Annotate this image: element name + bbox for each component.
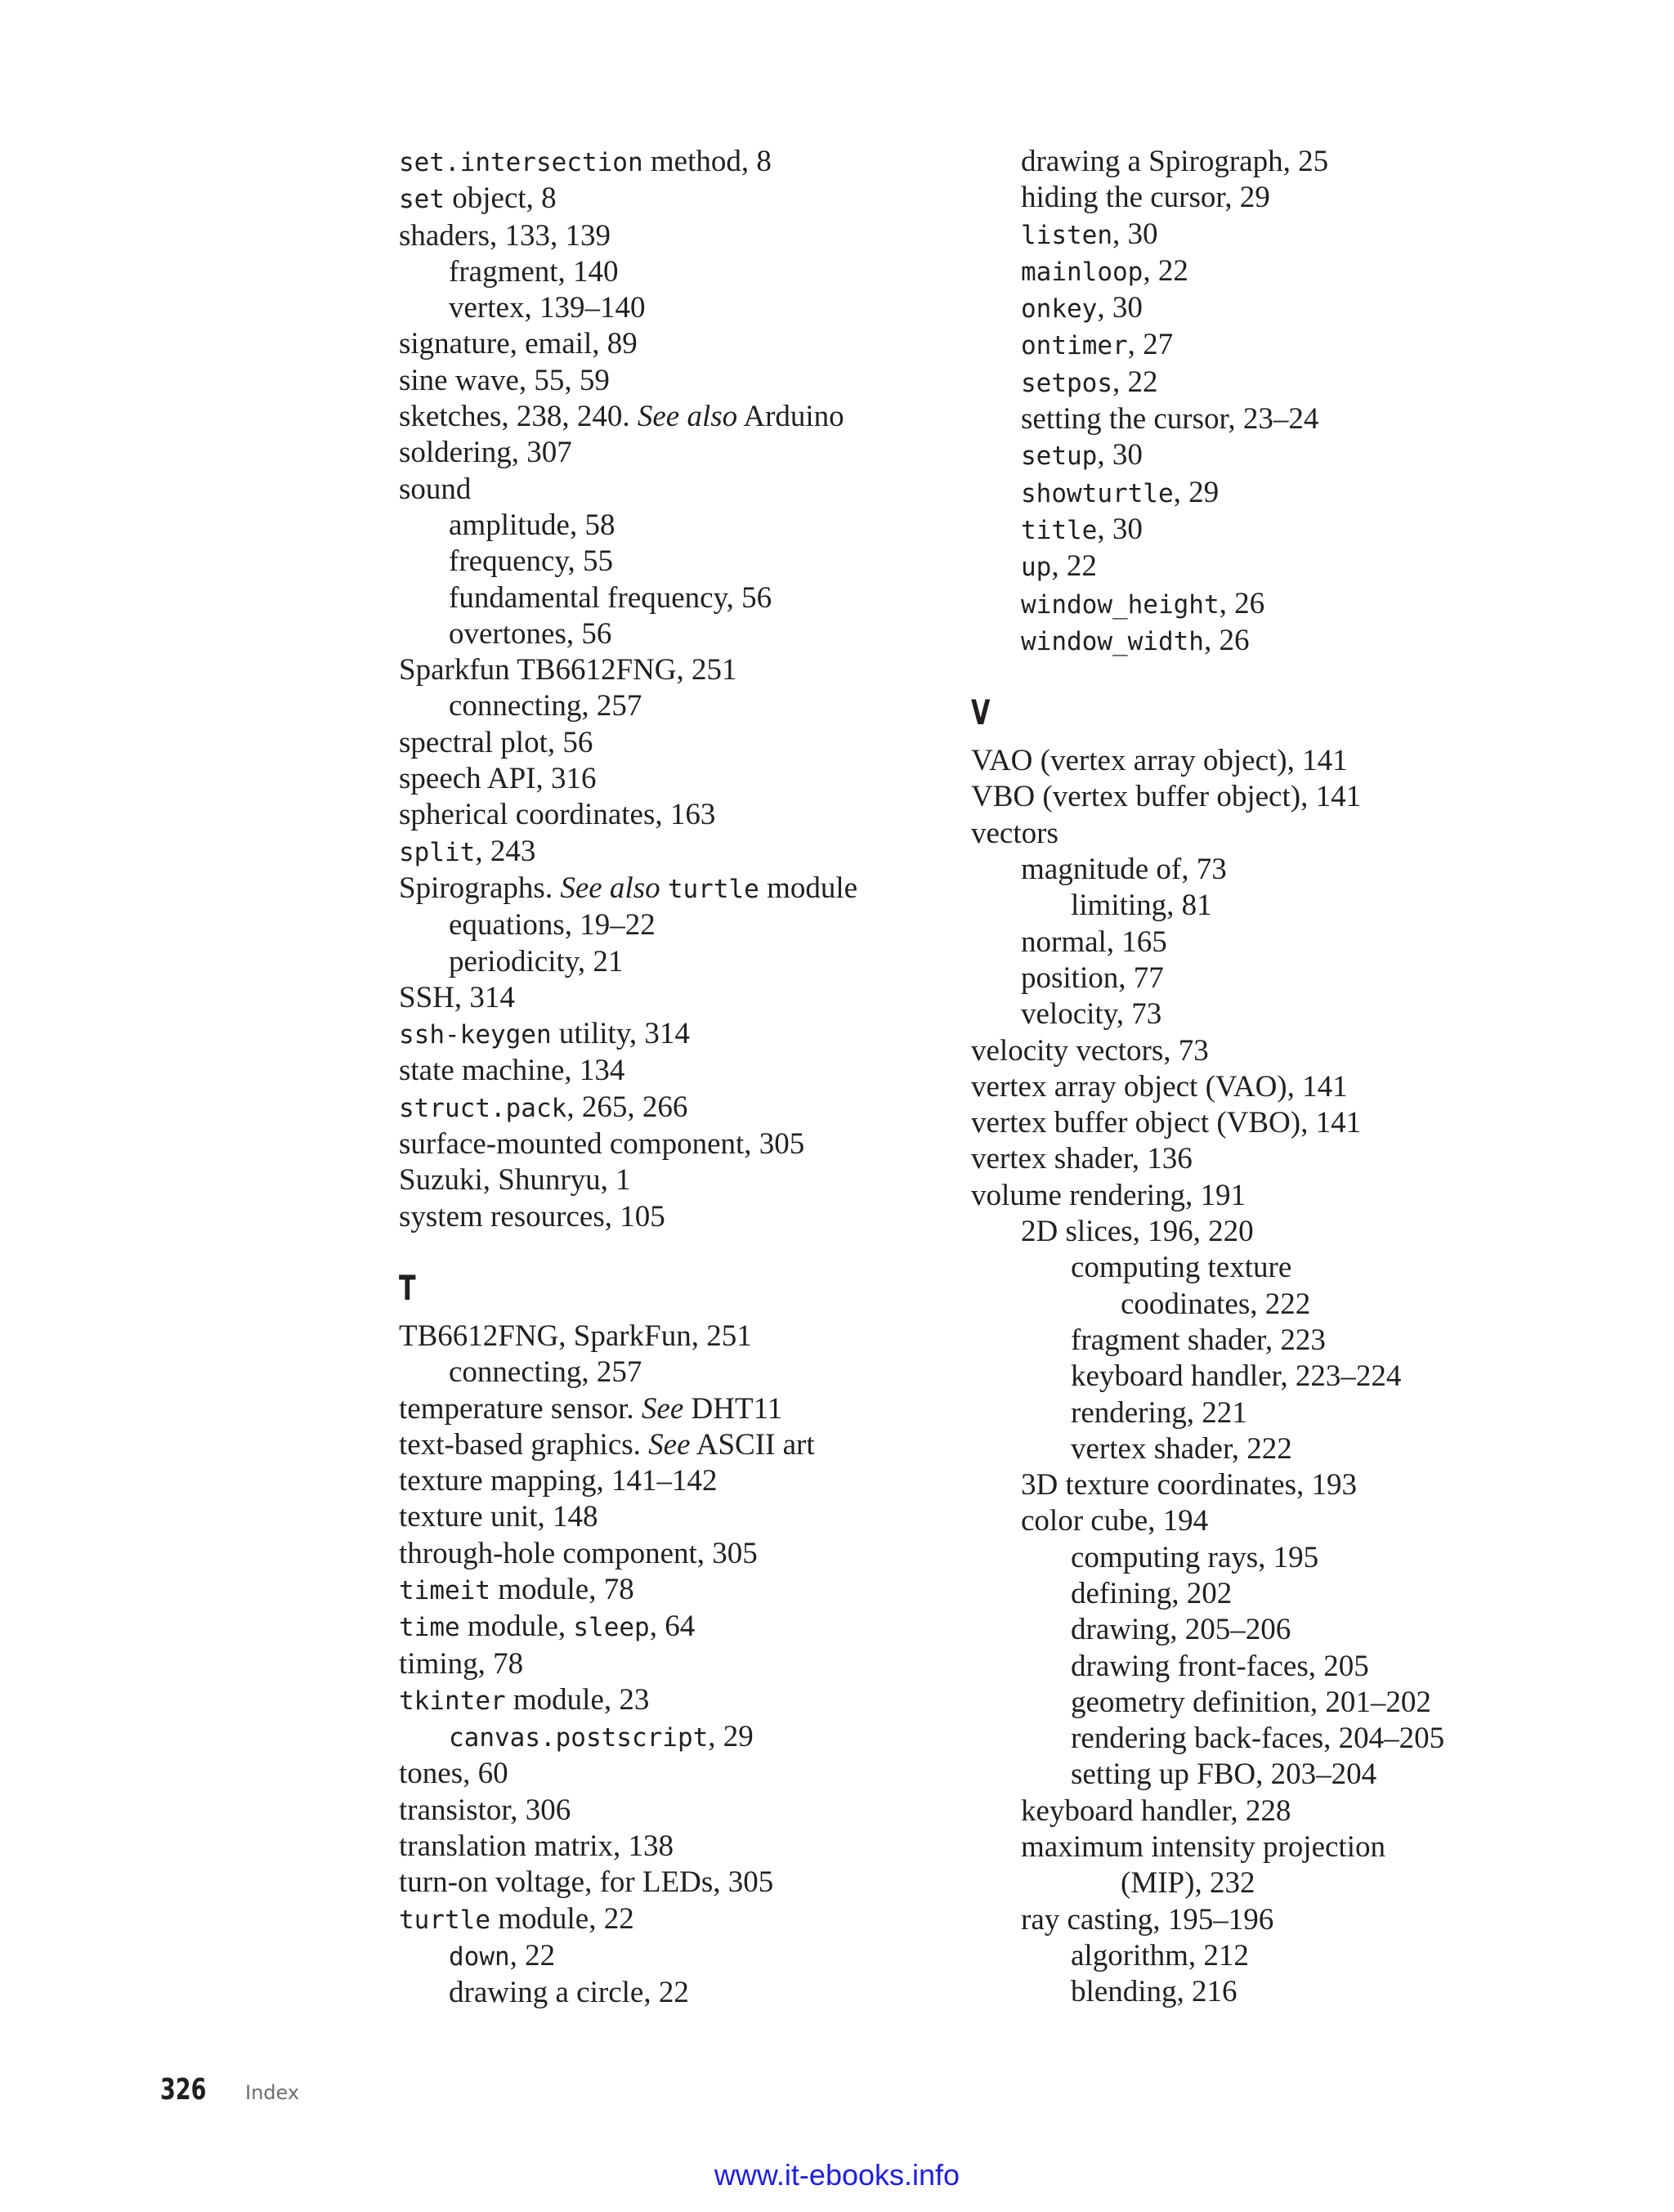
index-entry <box>971 1069 1543 1105</box>
entry-text: SSH, 314 <box>399 980 515 1014</box>
entry-text: connecting, 257 <box>449 689 642 723</box>
entry-text: rendering, 221 <box>1071 1395 1247 1430</box>
index-entry <box>971 1974 1543 2010</box>
cross-reference: See <box>648 1427 691 1462</box>
entry-text: , 29 <box>708 1720 754 1754</box>
entry-text: drawing a Spirograph, 25 <box>1021 145 1329 178</box>
entry-text: module, <box>459 1610 574 1644</box>
index-entry <box>399 544 906 580</box>
code-term: down <box>449 1941 510 1972</box>
entry-text: position, 77 <box>1021 960 1164 995</box>
entry-text: system resources, 105 <box>399 1199 665 1234</box>
index-letter-heading <box>399 1268 763 1309</box>
index-entry <box>399 1938 906 1975</box>
entry-text: algorithm, 212 <box>1071 1938 1249 1972</box>
index-entry <box>399 1391 906 1427</box>
entry-text: spectral plot, 56 <box>399 725 593 759</box>
entry-text: vertex buffer object (VBO), 141 <box>971 1106 1362 1140</box>
index-entry <box>971 1649 1543 1685</box>
entry-text: vectors <box>971 816 1059 850</box>
index-entry <box>971 1721 1543 1757</box>
index-entry <box>399 1536 906 1572</box>
entry-text: surface-mounted component, 305 <box>399 1127 805 1162</box>
entry-text: sine wave, 55, 59 <box>399 363 610 397</box>
entry-text: fragment shader, 223 <box>1071 1323 1326 1357</box>
index-entry <box>971 1612 1543 1648</box>
index-entry <box>399 944 906 980</box>
index-entry <box>399 181 906 217</box>
code-term: up <box>1021 553 1052 583</box>
code-term: sleep <box>573 1613 650 1643</box>
entry-text: 3D texture coordinates, 193 <box>1021 1468 1357 1502</box>
entry-text: amplitude, 58 <box>449 508 615 542</box>
index-entry <box>971 1323 1543 1359</box>
entry-text: , 30 <box>1097 512 1143 546</box>
code-term: set <box>399 185 445 215</box>
entry-text: speech API, 316 <box>399 762 597 796</box>
index-entry <box>971 217 1543 253</box>
code-term: setpos <box>1021 368 1112 398</box>
index-entry <box>399 834 906 871</box>
index-entry <box>971 1829 1543 1865</box>
index-entry <box>971 1250 1543 1286</box>
code-term: struct.pack <box>399 1093 567 1123</box>
index-column-left <box>399 144 906 2012</box>
code-term: turtle <box>399 1905 490 1935</box>
index-entry <box>971 960 1543 996</box>
index-entry <box>971 1576 1543 1612</box>
index-entry <box>399 1646 906 1682</box>
entry-text: Suzuki, Shunryu, 1 <box>399 1163 631 1198</box>
index-column-right <box>971 144 1543 2011</box>
index-entry <box>399 1829 906 1865</box>
code-term: tkinter <box>399 1686 506 1716</box>
index-entry <box>399 616 906 652</box>
code-term: onkey <box>1021 294 1098 325</box>
index-entry <box>399 1975 906 2011</box>
entry-text: setting up FBO, 203–204 <box>1071 1758 1377 1792</box>
entry-text: , 22 <box>1112 365 1158 399</box>
index-entry <box>971 1141 1543 1177</box>
index-entry <box>971 1793 1543 1829</box>
index-entry <box>399 1609 906 1646</box>
entry-text: vertex shader, 136 <box>971 1142 1193 1176</box>
index-entry <box>971 623 1543 660</box>
entry-text: , 64 <box>649 1610 696 1644</box>
index-entry <box>971 852 1543 888</box>
index-entry <box>399 725 906 761</box>
index-entry <box>399 1719 906 1756</box>
index-entry <box>399 1053 906 1089</box>
entry-text: magnitude of, 73 <box>1021 853 1227 887</box>
entry-text: velocity vectors, 73 <box>971 1033 1209 1068</box>
entry-text: 2D slices, 196, 220 <box>1021 1215 1254 1249</box>
index-entry <box>399 1016 906 1053</box>
entry-text: keyboard handler, 223–224 <box>1071 1359 1402 1394</box>
index-entry <box>399 1793 906 1829</box>
index-entry <box>971 888 1543 924</box>
index-entry <box>399 508 906 544</box>
index-entry <box>971 779 1543 815</box>
entry-text: sketches, 238, 240. <box>399 400 638 434</box>
entry-text: vertex, 139–140 <box>449 291 646 325</box>
index-entry <box>971 1359 1543 1395</box>
index-entry <box>399 144 906 181</box>
entry-text: ASCII art <box>690 1427 815 1462</box>
entry-text: , 22 <box>1051 549 1097 584</box>
index-entry <box>399 1463 906 1499</box>
index-entry <box>399 1499 906 1535</box>
index-entry <box>399 761 906 797</box>
entry-text: timing, 78 <box>399 1646 524 1681</box>
entry-text: V <box>971 692 991 733</box>
index-letter-heading <box>971 692 1383 733</box>
entry-text: computing texture <box>1071 1251 1292 1285</box>
entry-text: tones, 60 <box>399 1757 508 1791</box>
index-entry <box>399 980 906 1016</box>
entry-text: spherical coordinates, 163 <box>399 798 716 832</box>
index-entry <box>971 1540 1543 1576</box>
entry-text: coodinates, 222 <box>1121 1287 1311 1321</box>
index-entry <box>399 871 906 907</box>
index-entry <box>971 1178 1543 1214</box>
entry-text: setting the cursor, 23–24 <box>1021 402 1319 437</box>
entry-text: , 243 <box>475 834 536 868</box>
entry-text: texture unit, 148 <box>399 1500 598 1534</box>
entry-text: vertex shader, 222 <box>1071 1431 1292 1466</box>
entry-text: module, 23 <box>505 1682 650 1717</box>
code-term: listen <box>1021 220 1112 250</box>
entry-text: , 30 <box>1112 217 1158 251</box>
entry-text: drawing a circle, 22 <box>449 1976 689 2010</box>
entry-text: (MIP), 232 <box>1121 1866 1256 1901</box>
entry-text: temperature sensor. <box>399 1391 642 1426</box>
entry-text: text-based graphics. <box>399 1427 649 1462</box>
index-entry <box>971 327 1543 364</box>
entry-text: VBO (vertex buffer object), 141 <box>971 780 1362 814</box>
code-term: title <box>1021 515 1098 545</box>
index-entry <box>971 1503 1543 1539</box>
entry-text: , 30 <box>1097 291 1143 325</box>
index-entry <box>971 437 1543 474</box>
index-entry <box>399 688 906 724</box>
code-term: ssh-keygen <box>399 1020 552 1050</box>
entry-text: method, 8 <box>642 145 772 178</box>
entry-text: , 22 <box>1143 253 1188 288</box>
index-entry <box>399 290 906 326</box>
entry-text: velocity, 73 <box>1021 997 1162 1032</box>
index-entry <box>971 549 1543 585</box>
index-entry <box>399 797 906 833</box>
code-term: ontimer <box>1021 331 1128 361</box>
index-entry <box>399 218 906 254</box>
entry-text: vertex array object (VAO), 141 <box>971 1069 1348 1104</box>
index-entry <box>399 1682 906 1719</box>
index-entry <box>399 1901 906 1938</box>
entry-text: , 30 <box>1097 438 1143 472</box>
entry-text: , 29 <box>1173 475 1220 509</box>
code-term: timeit <box>399 1575 490 1605</box>
entry-text: drawing, 205–206 <box>1071 1613 1291 1647</box>
code-term: window_width <box>1021 626 1204 656</box>
index-entry <box>971 925 1543 960</box>
page-number: 326 <box>160 2073 207 2107</box>
entry-text: limiting, 81 <box>1071 889 1212 923</box>
entry-text: color cube, 194 <box>1021 1504 1209 1538</box>
entry-text: module <box>759 871 858 905</box>
entry-text: , 265, 266 <box>566 1090 688 1124</box>
entry-text: , 27 <box>1127 328 1174 362</box>
entry-text: computing rays, 195 <box>1071 1540 1319 1574</box>
index-entry <box>971 1865 1543 1901</box>
entry-text: frequency, 55 <box>449 544 614 579</box>
entry-text: shaders, 133, 139 <box>399 218 611 253</box>
entry-text: Spirographs. <box>399 871 561 905</box>
cross-reference: See also <box>560 871 660 905</box>
index-entry <box>971 816 1543 852</box>
entry-text: signature, email, 89 <box>399 327 638 361</box>
index-entry <box>399 1126 906 1162</box>
entry-text: soldering, 307 <box>399 436 572 470</box>
entry-text: translation matrix, 138 <box>399 1829 674 1864</box>
index-entry <box>399 1355 906 1390</box>
entry-text: TB6612FNG, SparkFun, 251 <box>399 1319 752 1353</box>
entry-text: module, 22 <box>490 1901 634 1936</box>
entry-text: rendering back-faces, 204–205 <box>1071 1722 1445 1756</box>
index-entry <box>971 1938 1543 1974</box>
entry-text: , 26 <box>1203 623 1250 657</box>
code-term: time <box>399 1613 460 1643</box>
index-entry <box>971 1757 1543 1793</box>
index-entry <box>971 512 1543 549</box>
entry-text: utility, 314 <box>551 1017 690 1051</box>
entry-text: turn-on voltage, for LEDs, 305 <box>399 1865 774 1900</box>
index-entry <box>971 1033 1543 1069</box>
entry-text: , 26 <box>1219 586 1265 620</box>
code-term: set.intersection <box>399 148 643 177</box>
index-entry <box>971 743 1543 779</box>
entry-text: T <box>399 1267 416 1308</box>
entry-text: DHT11 <box>683 1391 783 1426</box>
entry-text: hiding the cursor, 29 <box>1021 181 1270 215</box>
index-entry <box>971 1214 1543 1250</box>
watermark-link[interactable]: www.it-ebooks.info <box>714 2158 960 2192</box>
code-term: turtle <box>667 874 759 904</box>
entry-text: module, 78 <box>490 1572 634 1606</box>
index-entry <box>399 1427 906 1463</box>
entry-text: overtones, 56 <box>449 616 612 651</box>
entry-text: VAO (vertex array object), 141 <box>971 744 1348 778</box>
entry-text: texture mapping, 141–142 <box>399 1464 718 1498</box>
entry-text: drawing front-faces, 205 <box>1071 1649 1369 1683</box>
index-entry <box>399 254 906 290</box>
index-entry <box>399 1865 906 1901</box>
entry-text: keyboard handler, 228 <box>1021 1793 1291 1828</box>
index-entry <box>971 1105 1543 1141</box>
index-entry <box>971 253 1543 290</box>
index-entry <box>399 326 906 362</box>
index-entry <box>971 1395 1543 1431</box>
entry-text <box>660 871 668 905</box>
index-entry <box>971 1287 1543 1323</box>
index-entry <box>399 472 906 508</box>
entry-text: normal, 165 <box>1021 925 1167 959</box>
index-entry <box>399 580 906 616</box>
index-entry <box>971 586 1543 623</box>
entry-text: geometry definition, 201–202 <box>1071 1685 1431 1719</box>
index-entry <box>971 475 1543 512</box>
entry-text: Arduino <box>737 400 844 434</box>
index-entry <box>399 1199 906 1235</box>
index-entry <box>971 365 1543 401</box>
entry-text: fundamental frequency, 56 <box>449 580 772 615</box>
index-entry <box>971 996 1543 1032</box>
cross-reference: See <box>641 1391 684 1426</box>
entry-text: sound <box>399 472 472 506</box>
entry-text: object, 8 <box>445 181 557 216</box>
entry-text: connecting, 257 <box>449 1355 642 1390</box>
index-entry <box>971 290 1543 327</box>
index-entry <box>971 401 1543 437</box>
entry-text: volume rendering, 191 <box>971 1178 1246 1212</box>
code-term: setup <box>1021 441 1098 472</box>
entry-text: defining, 202 <box>1071 1576 1233 1610</box>
entry-text: equations, 19–22 <box>449 908 656 943</box>
entry-text: periodicity, 21 <box>449 944 624 978</box>
entry-text: fragment, 140 <box>449 254 619 289</box>
entry-text: transistor, 306 <box>399 1793 571 1827</box>
index-entry <box>399 435 906 471</box>
index-entry <box>399 1090 906 1126</box>
index-entry <box>399 1756 906 1792</box>
entry-text: Sparkfun TB6612FNG, 251 <box>399 653 737 687</box>
index-entry <box>971 1685 1543 1721</box>
index-entry <box>971 1467 1543 1503</box>
index-entry <box>399 1319 906 1355</box>
index-entry <box>399 1162 906 1198</box>
code-term: canvas.postscript <box>449 1723 709 1753</box>
index-entry <box>971 1431 1543 1467</box>
index-entry <box>399 363 906 399</box>
code-term: showturtle <box>1021 478 1174 508</box>
code-term: mainloop <box>1021 257 1144 287</box>
index-entry <box>399 652 906 688</box>
index-entry <box>971 1902 1543 1938</box>
code-term: window_height <box>1021 589 1220 620</box>
index-entry <box>971 180 1543 216</box>
entry-text: through-hole component, 305 <box>399 1536 758 1570</box>
entry-text: , 22 <box>509 1938 556 1972</box>
entry-text: maximum intensity projection <box>1021 1830 1385 1865</box>
entry-text: blending, 216 <box>1071 1975 1238 2009</box>
index-entry <box>971 144 1543 180</box>
cross-reference: See also <box>637 400 738 434</box>
code-term: split <box>399 837 476 867</box>
index-entry <box>399 907 906 943</box>
index-entry <box>399 399 906 435</box>
entry-text: ray casting, 195–196 <box>1021 1902 1274 1937</box>
index-entry <box>399 1572 906 1609</box>
footer-section-label: Index <box>245 2081 300 2104</box>
entry-text: state machine, 134 <box>399 1054 625 1088</box>
